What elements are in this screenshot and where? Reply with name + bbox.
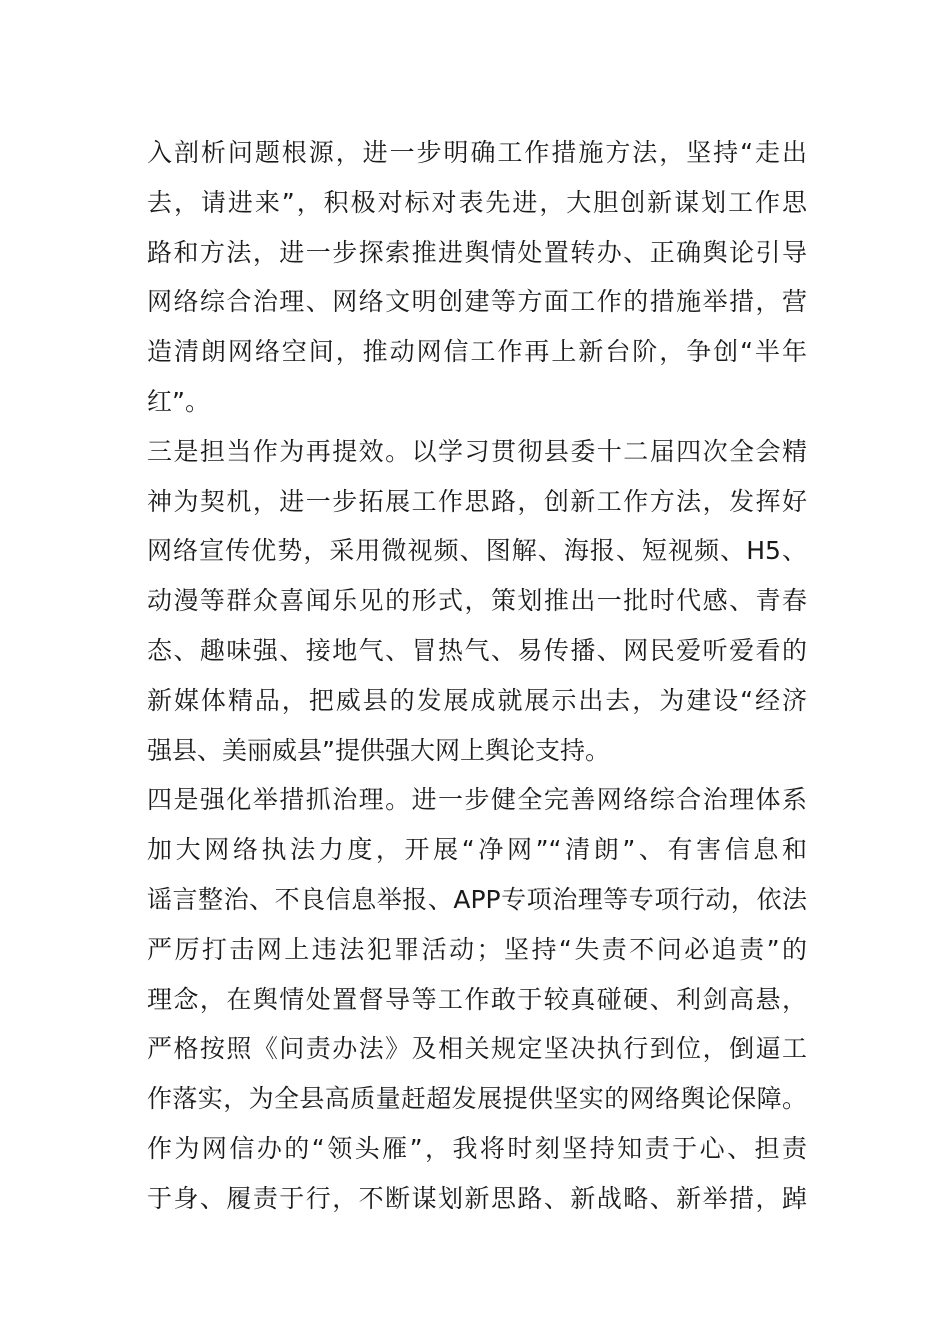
text-line: 谣言整治、不良信息举报、APP专项治理等专项行动，依法: [147, 884, 807, 914]
text-line: 网络宣传优势，采用微视频、图解、海报、短视频、H5、: [147, 536, 807, 566]
text-line: 三是担当作为再提效。以学习贯彻县委十二届四次全会精: [147, 436, 807, 466]
text-line: 入剖析问题根源，进一步明确工作措施方法，坚持“走出: [147, 138, 807, 167]
text-line: 新媒体精品，把威县的发展成就展示出去，为建设“经济: [147, 685, 807, 715]
paragraph-2: [147, 427, 807, 776]
paragraph-1: [147, 128, 807, 427]
text-line: 理念，在舆情处置督导等工作敢于较真碰硬、利剑高悬，: [147, 984, 807, 1014]
text-line: 于身、履责于行，不断谋划新思路、新战略、新举措，踔: [147, 1183, 807, 1213]
text-line: 路和方法，进一步探索推进舆情处置转办、正确舆论引导: [147, 237, 807, 267]
paragraph-4: [147, 1124, 807, 1224]
text-line: 造清朗网络空间，推动网信工作再上新台阶，争创“半年: [147, 337, 807, 367]
paragraph-3: [147, 775, 807, 1124]
text-line: 作落实，为全县高质量赶超发展提供坚实的网络舆论保障。: [147, 1084, 807, 1114]
text-line: 神为契机，进一步拓展工作思路，创新工作方法，发挥好: [147, 486, 807, 516]
text-line: 严格按照《问责办法》及相关规定坚决执行到位，倒逼工: [147, 1034, 807, 1064]
text-line: 加大网络执法力度，开展“净网”“清朗”、有害信息和: [147, 835, 807, 865]
text-line: 作为网信办的“领头雁”，我将时刻坚持知责于心、担责: [147, 1133, 807, 1163]
text-line: 态、趣味强、接地气、冒热气、易传播、网民爱听爱看的: [147, 635, 807, 665]
document-body: [147, 128, 807, 1224]
text-line: 强县、美丽威县”提供强大网上舆论支持。: [147, 735, 610, 765]
text-line: 严厉打击网上违法犯罪活动；坚持“失责不问必追责”的: [147, 934, 807, 964]
text-line: 动漫等群众喜闻乐见的形式，策划推出一批时代感、青春: [147, 586, 807, 616]
text-line: 去，请进来”，积极对标对表先进，大胆创新谋划工作思: [147, 187, 807, 217]
text-line: 四是强化举措抓治理。进一步健全完善网络综合治理体系: [147, 785, 807, 815]
text-line: 网络综合治理、网络文明创建等方面工作的措施举措，营: [147, 287, 807, 317]
text-line: 红”。: [147, 386, 210, 416]
